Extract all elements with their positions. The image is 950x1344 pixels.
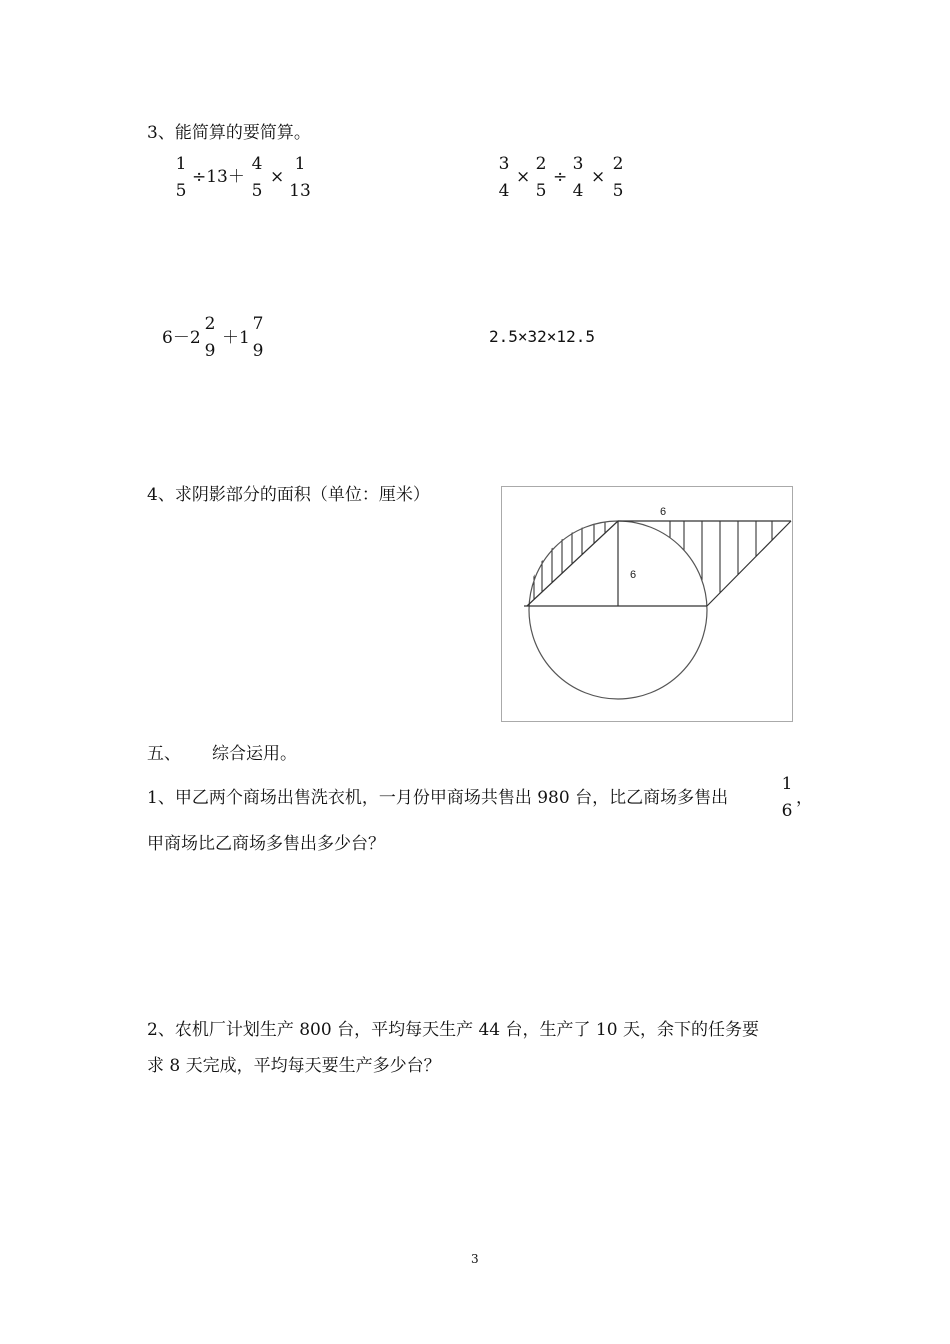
operator: ＋1: [222, 328, 250, 348]
operator: ×: [516, 167, 531, 187]
label-top: 6: [660, 506, 667, 518]
label-radius: 6: [630, 569, 637, 581]
q3-expression-4: 2.5×32×12.5: [489, 327, 595, 346]
page-number: 3: [471, 1252, 479, 1266]
q3-heading: 3、能简算的要简算。: [147, 123, 311, 143]
q4-heading: 4、求阴影部分的面积（单位：厘米）: [147, 485, 430, 505]
operator: ÷13＋: [192, 167, 245, 187]
problem-1-line-2: 甲商场比乙商场多售出多少台？: [147, 834, 385, 854]
operator: ×: [591, 167, 606, 187]
problem-2-line-2: 求 8 天完成，平均每天要生产多少台？: [147, 1056, 441, 1076]
shaded-area-figure: [501, 486, 793, 722]
operator: 6－2: [162, 328, 201, 348]
operator: ×: [270, 167, 285, 187]
problem-2-line-1: 2、农机厂计划生产 800 台，平均每天生产 44 台，生产了 10 天，余下的任务要: [147, 1020, 759, 1040]
left-hatch: [534, 487, 605, 617]
problem-1-line-1: 1、甲乙两个商场出售洗衣机，一月份甲商场共售出 980 台，比乙商场多售出: [147, 788, 729, 808]
geometry-diagram: [502, 487, 792, 721]
section-number: 五、: [147, 744, 181, 764]
section-title: 综合运用。: [212, 744, 297, 764]
problem-1-comma: ，: [796, 788, 813, 808]
operator: ÷: [553, 167, 568, 187]
